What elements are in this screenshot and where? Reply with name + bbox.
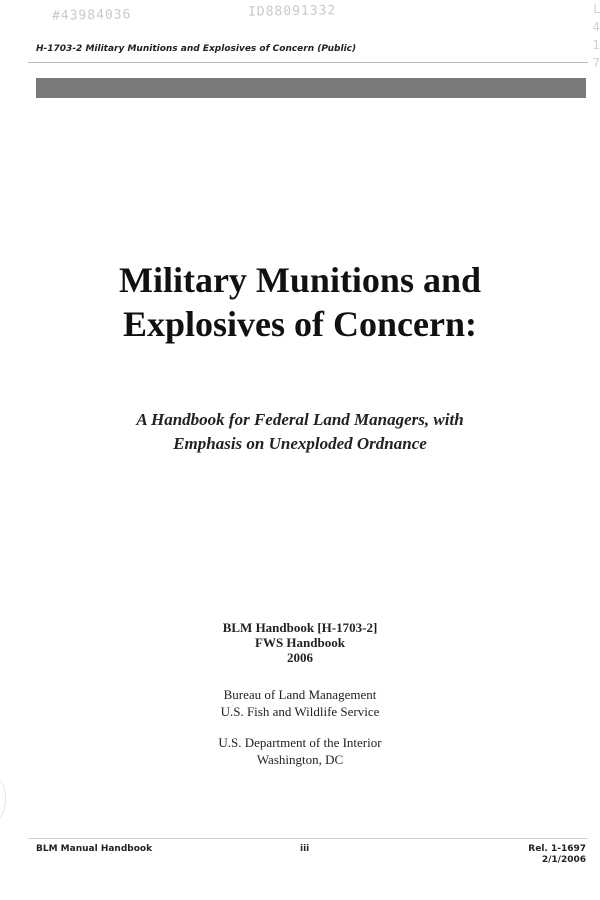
footer-release-number: Rel. 1-1697 (528, 844, 586, 854)
edge-mark: 4 (592, 20, 600, 34)
handwritten-catalog-number: #43984036 (51, 7, 132, 24)
agency-name: U.S. Fish and Wildlife Service (220, 704, 380, 719)
handbook-year: 2006 (287, 650, 313, 665)
department-name: U.S. Department of the Interior (218, 735, 382, 750)
running-head: H-1703-2 Military Munitions and Explosives of Concern (Public) (36, 44, 357, 54)
department-block (0, 734, 600, 768)
footer-handbook-label: BLM Manual Handbook (36, 844, 153, 854)
header-gray-bar (36, 78, 586, 98)
header-rule (28, 62, 588, 63)
edge-mark: 1 (592, 38, 600, 52)
edge-mark: 7 (592, 56, 600, 70)
document-title (0, 258, 600, 346)
subtitle-line: A Handbook for Federal Land Managers, with (136, 410, 464, 429)
title-line: Explosives of Concern: (123, 304, 477, 344)
edge-mark: L (593, 2, 600, 16)
page-edge-mark (0, 780, 6, 818)
department-location: Washington, DC (256, 752, 344, 767)
agency-name: Bureau of Land Management (223, 687, 377, 702)
handbook-info (0, 620, 600, 665)
footer-page-number: iii (300, 844, 310, 854)
edge-marks (586, 0, 600, 90)
footer-rule (28, 838, 588, 839)
subtitle-line: Emphasis on Unexploded Ordnance (173, 434, 427, 453)
footer-release-info (528, 844, 586, 866)
document-subtitle (0, 408, 600, 456)
agencies (0, 686, 600, 720)
handwritten-id-number: ID88091332 (247, 3, 337, 20)
footer-release-date: 2/1/2006 (541, 855, 586, 865)
handbook-number: BLM Handbook [H-1703-2] (222, 620, 378, 635)
title-line: Military Munitions and (118, 260, 482, 300)
handbook-type: FWS Handbook (255, 635, 345, 650)
